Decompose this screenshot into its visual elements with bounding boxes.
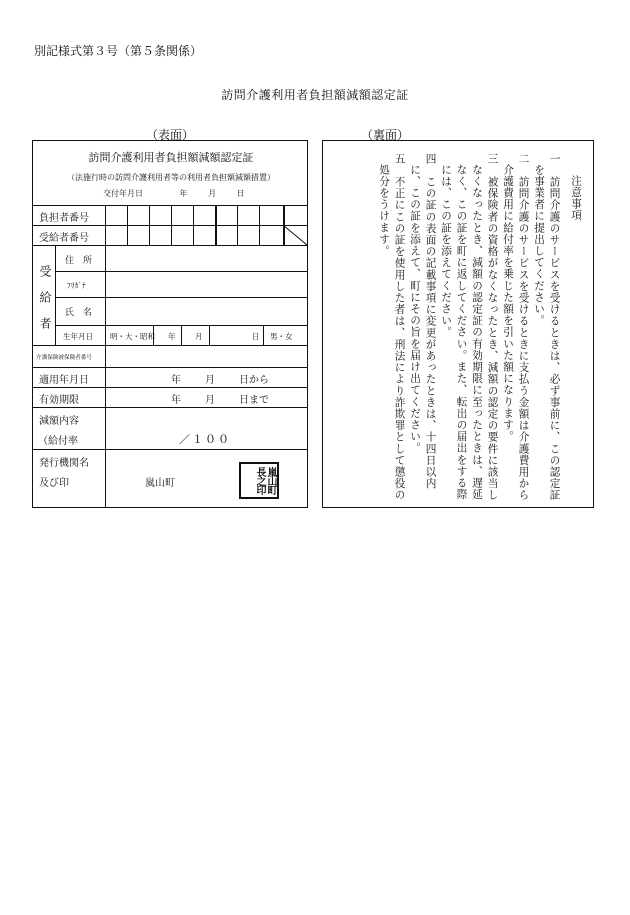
validity-month: 月 (205, 395, 215, 406)
front-card (32, 140, 308, 508)
col-divider (209, 325, 210, 345)
issue-year: 年 (179, 189, 188, 198)
issuer-name: 嵐山町 (145, 478, 175, 489)
validity-label: 有効期限 (39, 395, 79, 406)
validity-day: 日まで (239, 395, 269, 406)
row-divider (33, 367, 307, 368)
card-title: 訪問介護利用者負担額減額認定証 (88, 151, 254, 164)
digit-divider (259, 205, 260, 245)
applicable-date-label: 適用年月日 (39, 375, 89, 386)
notice-item: 五 不正にこの証を使用した者は、刑法により詐欺罪として懲役の処分をうけます。 (378, 153, 406, 501)
digit-divider (149, 205, 150, 245)
sex-options: 男・女 (270, 332, 293, 341)
digit-divider (215, 205, 217, 245)
row-divider (33, 407, 307, 408)
official-seal: 嵐山町長之印 (239, 462, 279, 499)
recipient-number-label: 受給者番号 (39, 233, 89, 244)
front-side-label: （表面） (145, 128, 194, 142)
digit-divider (127, 205, 128, 245)
col-divider (105, 205, 106, 507)
notice-item: 三 被保険者の資格がなくなったとき、減額の認定の要件に該当しなくなったとき、減額の認定証の有効期限に至ったときは、遅延なく、この証を町に返してください。また、転出の届出をする際には、この証を添えてください。 (440, 153, 499, 501)
notice-text (376, 153, 584, 503)
col-divider (263, 325, 264, 345)
reduction-content-label: 減額内容 (39, 416, 79, 427)
back-side-label: （裏面） (360, 128, 409, 142)
digit-divider (171, 205, 172, 245)
notice-item: 一 訪問介護のサービスを受けるときは、必ず事前に、この認定証を事業者に提出してください。 (533, 153, 561, 501)
row-divider (33, 245, 307, 246)
notice-title: 注意事項 (570, 175, 582, 222)
digit-divider (237, 205, 238, 245)
issue-date-label: 交付年月日 (103, 189, 143, 198)
recipient-vertical-label: 受給者 (38, 265, 52, 343)
row-divider (33, 449, 307, 450)
era-options: 明・大・昭和 (110, 332, 155, 341)
validity-year: 年 (171, 395, 181, 406)
applicable-month: 月 (205, 375, 215, 386)
row-divider (33, 387, 307, 388)
digit-divider (193, 205, 194, 245)
form-reference: 別記様式第３号（第５条関係） (34, 44, 203, 58)
col-divider (181, 325, 182, 345)
notice-item: 四 この証の表面の記載事項に変更があったときは、十四日以内に、この証を添えて、町にその旨を届け出てください。 (409, 153, 437, 490)
issuer-label: 発行機関名 (39, 458, 89, 469)
birth-year: 年 (168, 332, 176, 341)
recipient-number-diagonal (283, 225, 307, 245)
notice-item: 二 訪問介護のサービスを受けるときに支払う金額は介護費用から介護費用に給付率を乗じた額を引いた額になります。 (502, 153, 530, 501)
card-subtitle: （法施行時の訪問介護利用者等の利用者負担額減額措置） (67, 173, 275, 182)
col-divider (55, 245, 56, 345)
issue-date-line (103, 188, 245, 199)
issue-month: 月 (208, 189, 217, 198)
benefit-rate-label: （給付率 (38, 436, 78, 447)
issue-day: 日 (236, 189, 245, 198)
applicable-year: 年 (171, 375, 181, 386)
row-divider (33, 345, 307, 346)
payer-number-label: 負担者番号 (39, 213, 89, 224)
back-card (322, 140, 594, 508)
row-divider (33, 225, 307, 226)
birthdate-label: 生年月日 (63, 332, 93, 341)
benefit-rate-value: ／１００ (179, 433, 231, 446)
row-divider (33, 205, 307, 206)
insured-number-label: 介護保険被保険者番号 (36, 355, 92, 361)
furigana-label: ﾌﾘｶﾞﾅ (67, 281, 86, 290)
row-divider (55, 271, 307, 272)
birth-month: 月 (195, 332, 203, 341)
address-label: 住 所 (65, 256, 93, 266)
issuer-seal-label: 及び印 (39, 478, 69, 489)
document-title: 訪問介護利用者負担額減額認定証 (221, 88, 409, 102)
row-divider (55, 297, 307, 298)
birth-day: 日 (252, 332, 260, 341)
name-label: 氏 名 (65, 308, 93, 318)
applicable-day: 日から (239, 375, 269, 386)
